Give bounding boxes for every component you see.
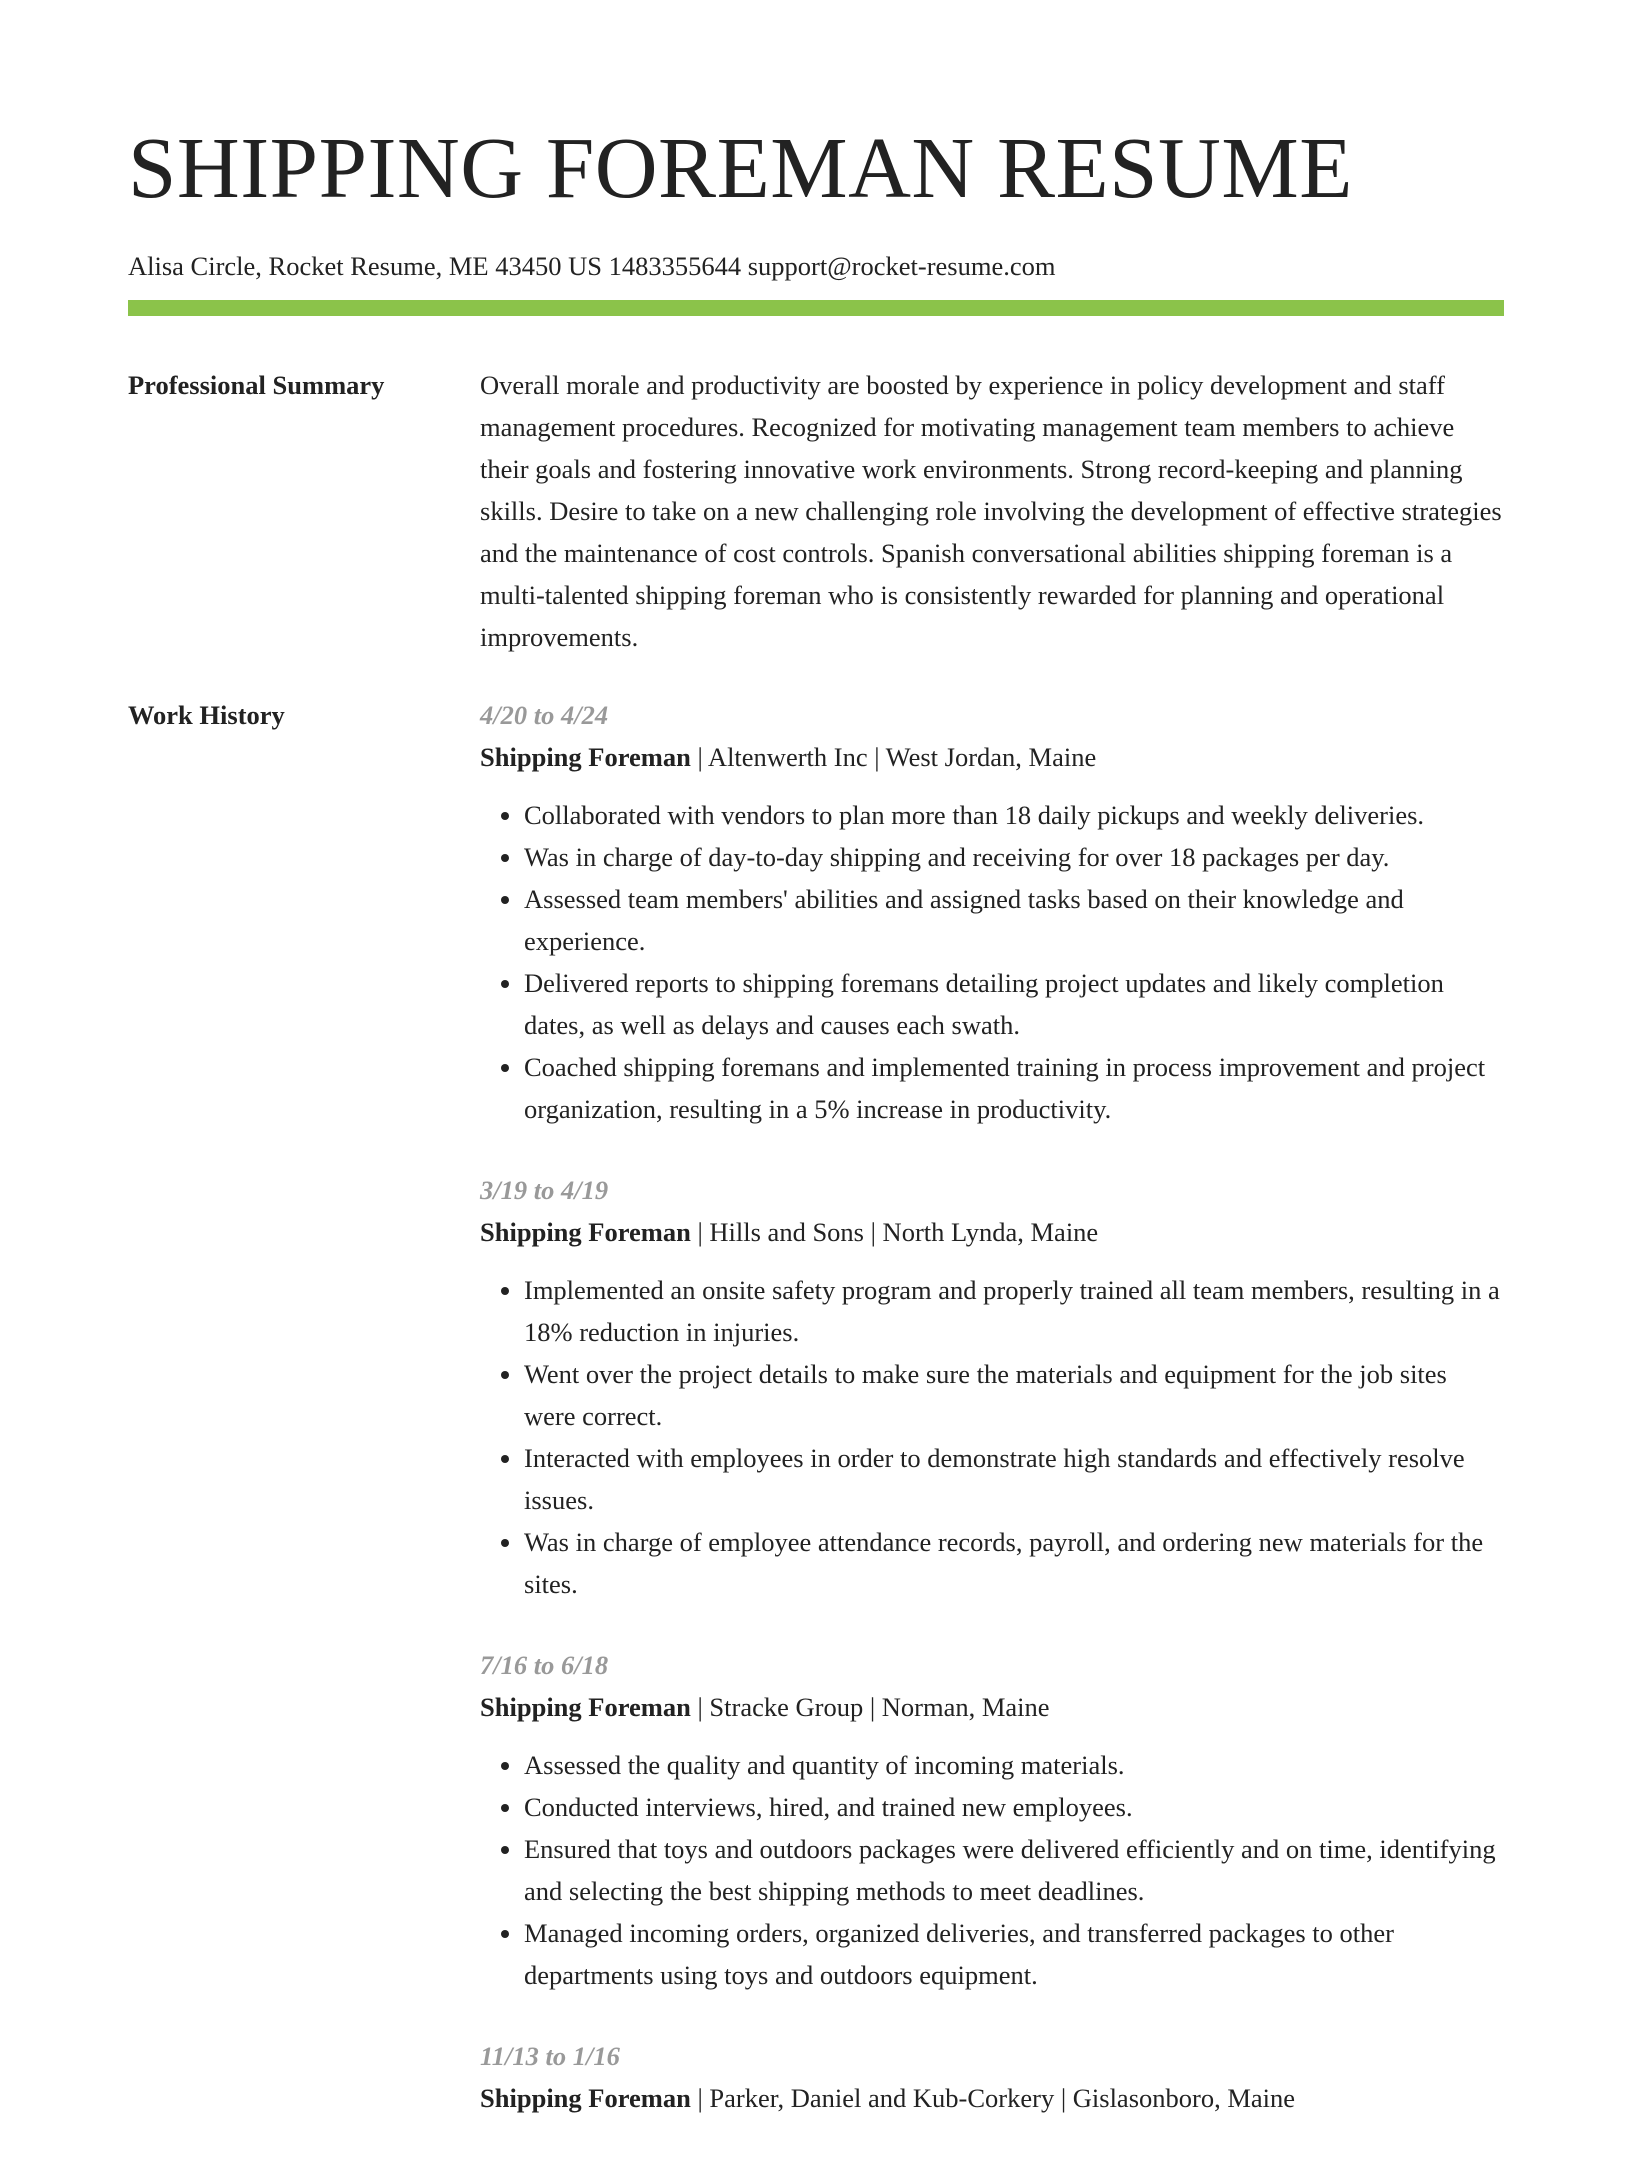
- job-entry: [480, 2035, 1504, 2119]
- job-bullet: • Coached shipping foremans and implemented training in process improvement and project organization, resulting in a 5% increase in productivity.: [524, 1046, 1504, 1130]
- job-bullet: • Implemented an onsite safety program and properly trained all team members, resulting in a 18% reduction in injuries.: [524, 1269, 1504, 1353]
- resume-title: SHIPPING FOREMAN RESUME: [128, 119, 1353, 216]
- job-entry: [480, 694, 1504, 1130]
- job-entry: [480, 1169, 1504, 1605]
- job-dates: 7/16 to 6/18: [480, 1650, 609, 1680]
- job-heading: [480, 1211, 1504, 1253]
- summary-text: Overall morale and productivity are boosted by experience in policy development and staff management procedures. Recognized for motivating management team members to achieve their goals and fostering innovative work environments. Strong record-keeping and planning skills. Desire to take on a new challenging role involving the development of effective strategies and the maintenance of cost controls. Spanish conversational abilities shipping foreman is a multi-talented shipping foreman who is consistently rewarded for planning and operational improvements.: [480, 370, 1502, 652]
- summary-heading: Professional Summary: [128, 370, 385, 400]
- job-bullet: • Was in charge of employee attendance records, payroll, and ordering new materials for the sites.: [524, 1521, 1504, 1605]
- job-heading: [480, 1686, 1504, 1728]
- job-dates: 4/20 to 4/24: [480, 700, 609, 730]
- job-bullet: • Went over the project details to make sure the materials and equipment for the job sites were correct.: [524, 1353, 1504, 1437]
- job-bullet: • Conducted interviews, hired, and trained new employees.: [524, 1786, 1504, 1828]
- job-dates: 3/19 to 4/19: [480, 1175, 609, 1205]
- job-bullet: • Assessed the quality and quantity of incoming materials.: [524, 1744, 1504, 1786]
- job-bullet: • Was in charge of day-to-day shipping and receiving for over 18 packages per day.: [524, 836, 1504, 878]
- job-heading: [480, 2077, 1504, 2119]
- job-dates: 11/13 to 1/16: [480, 2041, 620, 2071]
- job-bullets: [480, 1269, 1504, 1605]
- job-employer-location: | Hills and Sons | North Lynda, Maine: [690, 1217, 1099, 1247]
- contact-line: Alisa Circle, Rocket Resume, ME 43450 US 1483355644 support@rocket-resume.com: [128, 251, 1056, 281]
- job-heading: [480, 736, 1504, 778]
- work-history-body: [480, 694, 1504, 2158]
- job-entry: [480, 1644, 1504, 1996]
- job-role: Shipping Foreman: [480, 2083, 691, 2113]
- job-bullet: • Managed incoming orders, organized deliveries, and transferred packages to other departments using toys and outdoors equipment.: [524, 1912, 1504, 1996]
- job-employer-location: | Stracke Group | Norman, Maine: [690, 1692, 1050, 1722]
- job-bullet: • Assessed team members' abilities and assigned tasks based on their knowledge and experience.: [524, 878, 1504, 962]
- summary-section: [128, 364, 1504, 658]
- job-bullet: • Collaborated with vendors to plan more than 18 daily pickups and weekly deliveries.: [524, 794, 1504, 836]
- resume-page: [128, 0, 1504, 2158]
- summary-body: [480, 364, 1504, 658]
- job-role: Shipping Foreman: [480, 1217, 691, 1247]
- job-bullet: • Interacted with employees in order to demonstrate high standards and effectively resolve issues.: [524, 1437, 1504, 1521]
- work-history-heading: Work History: [128, 700, 285, 730]
- job-bullets: [480, 794, 1504, 1130]
- job-bullet: • Delivered reports to shipping foremans detailing project updates and likely completion dates, as well as delays and causes each swath.: [524, 962, 1504, 1046]
- job-employer-location: | Parker, Daniel and Kub-Corkery | Gislasonboro, Maine: [690, 2083, 1296, 2113]
- job-role: Shipping Foreman: [480, 742, 691, 772]
- job-employer-location: | Altenwerth Inc | West Jordan, Maine: [690, 742, 1097, 772]
- job-role: Shipping Foreman: [480, 1692, 691, 1722]
- accent-divider: [128, 300, 1504, 316]
- job-bullet: • Ensured that toys and outdoors packages were delivered efficiently and on time, identifying and selecting the best shipping methods to meet deadlines.: [524, 1828, 1504, 1912]
- job-bullets: [480, 1744, 1504, 1996]
- work-history-section: [128, 694, 1504, 2158]
